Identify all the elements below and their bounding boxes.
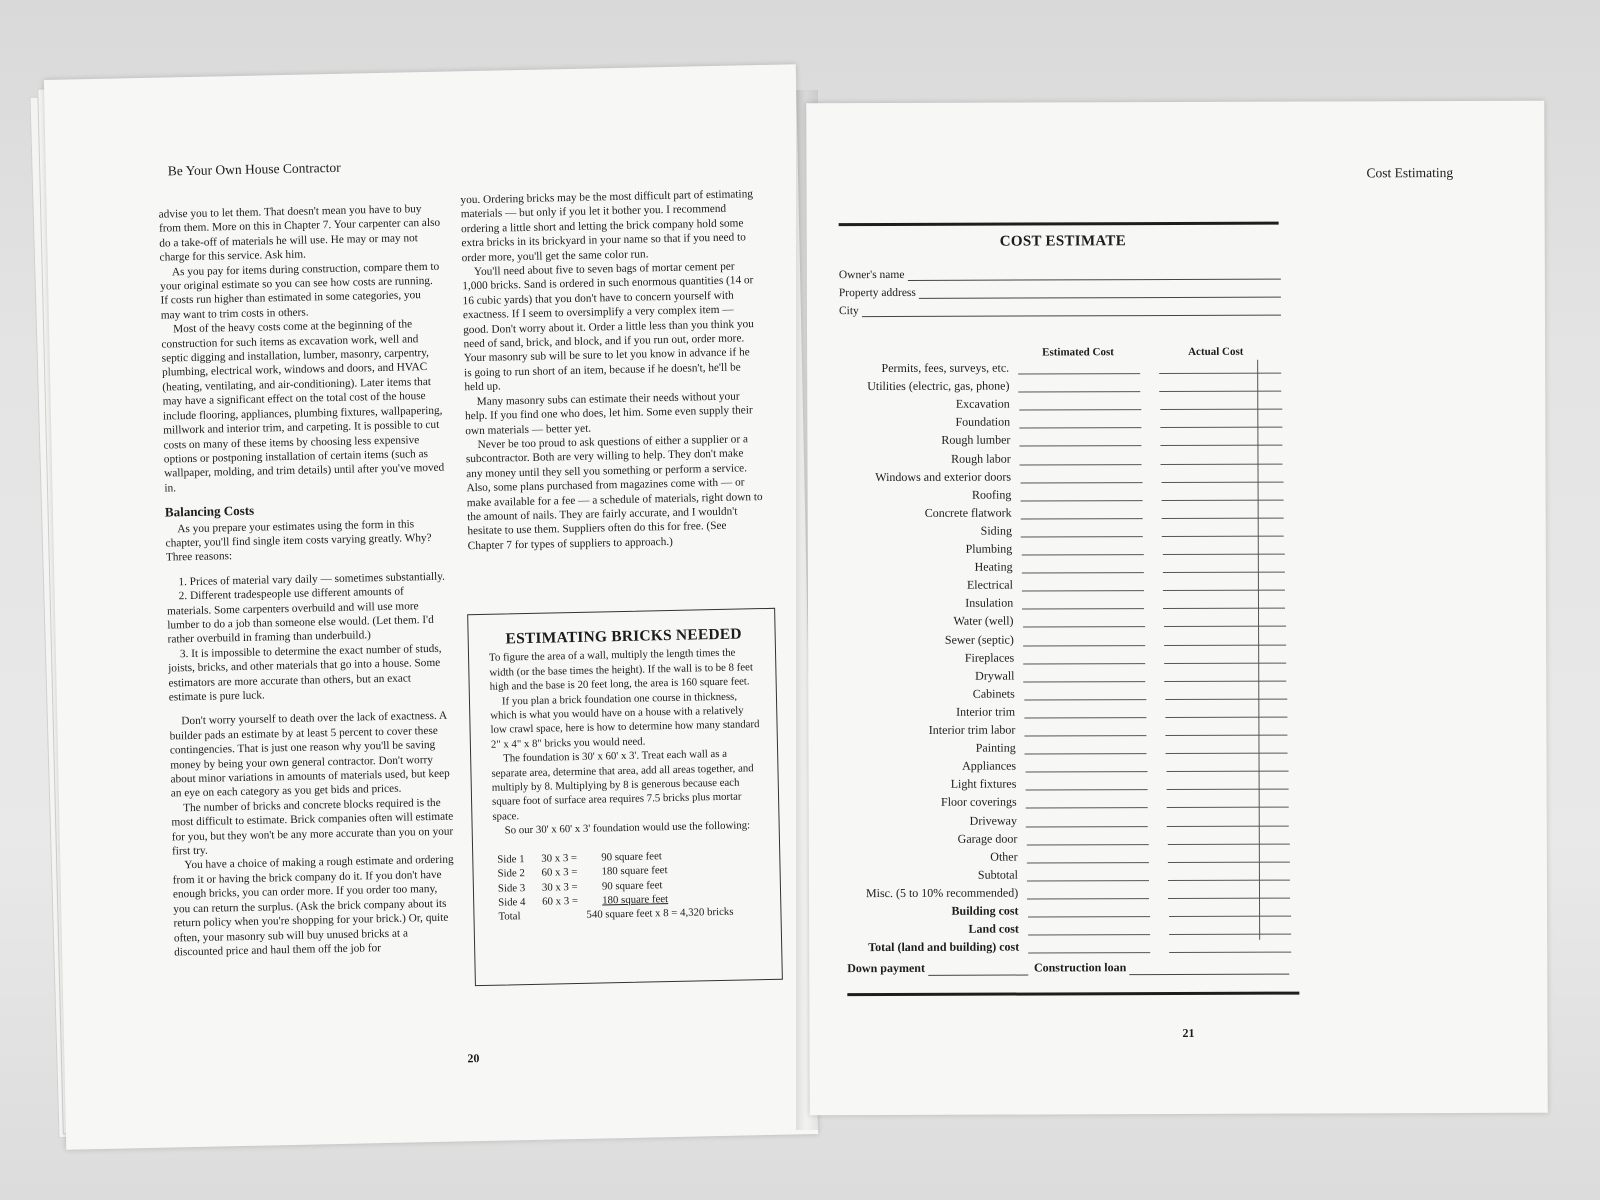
paragraph: you. Ordering bricks may be the most difficult part of estimating materials — but only if you let it bother you. I recommend ordering a little short and letting the brick company hold some extra bricks in its brickyard in your name so that if you need to order more, you'll get the same color run.: [460, 188, 754, 264]
estimated-cost-field[interactable]: [1018, 391, 1140, 392]
actual-cost-field[interactable]: [1165, 735, 1287, 736]
estimated-cost-field[interactable]: [1024, 717, 1146, 718]
estimated-cost-field[interactable]: [1020, 500, 1142, 501]
box-title: ESTIMATING BRICKS NEEDED: [505, 625, 742, 648]
actual-cost-field[interactable]: [1165, 717, 1287, 718]
actual-cost-field[interactable]: [1162, 554, 1284, 555]
actual-cost-field[interactable]: [1161, 481, 1283, 482]
paragraph: You'll need about five to seven bags of mortar cement per 1,000 bricks. Sand is ordered in such enormous quantities (14 or 16 cubic yards) that you don't have to concern yourself with exactness. If I seem to oversimplify a very complex item — good. Don't worry about it. Order a little less than you think you need of sand, brick, and block, and if you run out, order more. Your masonry sub will be sure to let you know in advance if he is going to run short of an item, because if he doesn't, he'll be held up.: [462, 260, 754, 394]
calc-row: Side 3 30 x 3 = 90 square feet: [497, 878, 663, 895]
estimated-cost-field[interactable]: [1020, 482, 1142, 483]
calc-row: Side 4 60 x 3 = 180 square feet: [498, 893, 669, 909]
actual-cost-field[interactable]: [1163, 572, 1285, 573]
estimated-cost-field[interactable]: [1022, 590, 1144, 591]
estimated-cost-field[interactable]: [1028, 952, 1150, 953]
estimated-cost-field[interactable]: [1021, 536, 1143, 537]
form-title: COST ESTIMATE: [999, 233, 1127, 250]
actual-cost-field[interactable]: [1160, 427, 1282, 428]
down-payment-field[interactable]: [928, 964, 1028, 976]
cost-item-label: Plumbing: [965, 541, 1013, 556]
estimated-cost-field[interactable]: [1027, 898, 1149, 899]
cost-item-label: Building cost: [951, 903, 1019, 918]
running-head-right: Cost Estimating: [1366, 165, 1454, 181]
actual-cost-field[interactable]: [1167, 843, 1289, 844]
estimated-cost-header: Estimated Cost: [1042, 346, 1114, 359]
actual-cost-field[interactable]: [1168, 897, 1290, 898]
left-column: [159, 202, 457, 960]
calc-row: Side 2 60 x 3 = 180 square feet: [497, 864, 668, 880]
cost-item-label: Roofing: [971, 487, 1012, 502]
cost-item-label: Land cost: [968, 921, 1019, 936]
owner-name-label: Owner's name: [838, 268, 905, 282]
actual-cost-divider: [1257, 360, 1260, 940]
paragraph: As you prepare your estimates using the form in this chapter, you'll find single item costs varying greatly. Why? Three reasons:: [165, 517, 432, 564]
list-item: 2. Different tradespeople use different amounts of materials. Some carpenters overbuild and will use more lumber to do a job than someone else would. (Let them. I'd rather overbuild in framing than underbuild.): [166, 585, 434, 646]
city-label: City: [838, 305, 859, 318]
paragraph: Most of the heavy costs come at the beginning of the construction for such items as excavation work, well and septic digging and installation, lumber, masonry, carpentry, plumbing, electrical work, windows and doors, and HVAC (heating, ventilating, and air-conditioning). Later items that may have a significant effect on the total cost of the house include flooring, appliances, plumbing fixtures, wallpapering, millwork and interior trim, and carpeting. It is possible to cut costs on many of these items by choosing less expensive options or postponing installation of certain items (such as wallpaper, molding, and trim details) until after you've moved in.: [161, 318, 445, 495]
estimated-cost-field[interactable]: [1026, 826, 1148, 827]
calc-total-row: Total 540 square feet x 8 = 4,320 bricks: [498, 906, 734, 923]
cost-item-label: Rough labor: [951, 451, 1011, 466]
box-paragraph: The foundation is 30' x 60' x 3'. Treat each wall as a separate area, determine that area, add all areas together, and multiply by 8. Multiplying by 8 is generous because each square foot of surface area requires 7.5 bricks plus mortar space.: [491, 748, 754, 823]
cost-item-label: Total (land and building) cost: [868, 939, 1020, 955]
actual-cost-field[interactable]: [1160, 445, 1282, 446]
paragraph: advise you to let them. That doesn't mean you have to buy from them. More on this in Chapter 7. Your carpenter can also do a take-off of materials he will use. He may or may not charge for this service. Ask him.: [158, 203, 441, 264]
paragraph: The number of bricks and concrete blocks required is the most difficult to estimate. Brick companies often will estimate for you, but they won't be any more accurate than you on your first try.: [171, 796, 454, 858]
cost-item-label: Permits, fees, surveys, etc.: [881, 360, 1010, 376]
paragraph: As you pay for items during construction, compare them to your original estimate so you can see how costs are running. If costs run higher than estimated in some categories, you may want to trim costs in others.: [160, 260, 440, 322]
box-paragraph: To figure the area of a wall, multiply the length times the width (or the base times the height). If the wall is to be 8 feet high and the base is 20 feet long, the area is 160 square feet.: [488, 647, 754, 694]
form-top-rule: [839, 222, 1279, 227]
estimated-cost-field[interactable]: [1028, 934, 1150, 935]
cost-item-label: Water (well): [953, 613, 1014, 629]
actual-cost-field[interactable]: [1169, 934, 1291, 935]
section-heading: Balancing Costs: [164, 502, 255, 520]
estimated-cost-field[interactable]: [1025, 789, 1147, 790]
actual-cost-field[interactable]: [1165, 698, 1287, 699]
cost-item-label: Drywall: [975, 668, 1015, 683]
actual-cost-field[interactable]: [1162, 536, 1284, 537]
actual-cost-field[interactable]: [1162, 517, 1284, 518]
actual-cost-field[interactable]: [1161, 499, 1283, 500]
actual-cost-field[interactable]: [1166, 771, 1288, 772]
paragraph: Many masonry subs can estimate their needs without your help. If you find one who does, let him. Some even supply their own materials — better yet.: [464, 390, 753, 437]
cost-item-label: Excavation: [955, 396, 1010, 411]
box-paragraph: If you plan a brick foundation one course in thickness, which is what you would have on a house with a relatively low crawl space, here is how to determine how many standard 2" x 4" x 8" bricks you would need.: [490, 690, 760, 751]
cost-item-label: Subtotal: [977, 867, 1018, 882]
cost-item-label: Fireplaces: [964, 650, 1015, 665]
cost-item-label: Rough lumber: [941, 432, 1011, 448]
property-address-field[interactable]: [839, 286, 1281, 300]
actual-cost-field[interactable]: [1163, 590, 1285, 591]
actual-cost-field[interactable]: [1161, 463, 1283, 464]
actual-cost-field[interactable]: [1164, 644, 1286, 645]
actual-cost-header: Actual Cost: [1188, 345, 1244, 358]
running-head-left: Be Your Own House Contractor: [167, 159, 341, 179]
estimated-cost-field[interactable]: [1023, 663, 1145, 664]
actual-cost-field[interactable]: [1166, 753, 1288, 754]
cost-item-label: Foundation: [955, 414, 1011, 430]
actual-cost-field[interactable]: [1166, 789, 1288, 790]
cost-item-label: Other: [990, 849, 1018, 864]
owner-name-field[interactable]: [839, 268, 1281, 282]
estimating-bricks-box: [467, 608, 783, 986]
cost-item-label: Insulation: [965, 595, 1014, 611]
estimated-cost-field[interactable]: [1026, 844, 1148, 845]
reasons-list: [166, 569, 451, 705]
property-address-label: Property address: [838, 286, 916, 300]
cost-item-label: Cabinets: [972, 686, 1015, 701]
actual-cost-field[interactable]: [1165, 680, 1287, 681]
estimated-cost-field[interactable]: [1020, 464, 1142, 465]
actual-cost-field[interactable]: [1160, 409, 1282, 410]
cost-item-label: Interior trim: [956, 704, 1016, 719]
city-field[interactable]: [839, 304, 1281, 318]
estimated-cost-field[interactable]: [1024, 681, 1146, 682]
estimated-cost-field[interactable]: [1024, 735, 1146, 736]
cost-item-label: Siding: [980, 523, 1013, 538]
actual-cost-field[interactable]: [1169, 916, 1291, 917]
page-number-left: 20: [467, 1051, 480, 1066]
cost-item-label: Heating: [974, 559, 1013, 574]
cost-item-label: Concrete flatwork: [924, 505, 1012, 520]
actual-cost-field[interactable]: [1168, 879, 1290, 880]
financing-row: [847, 960, 1295, 977]
form-bottom-rule: [847, 992, 1299, 997]
estimated-cost-field[interactable]: [1028, 916, 1150, 917]
cost-item-label: Garage door: [957, 831, 1018, 846]
down-payment-label: Down payment: [847, 960, 925, 976]
right-column: [460, 187, 763, 553]
actual-cost-field[interactable]: [1159, 391, 1281, 392]
cost-item-label: Floor coverings: [940, 794, 1017, 810]
box-paragraph: So our 30' x 60' x 3' foundation would use the following:: [504, 819, 751, 837]
paragraph: Never be too proud to ask questions of either a supplier or a subcontractor. Both are very willing to help. They don't make any money until they sell you something or perform a service. Also, some plans purchased from magazines come with — or make available for a fee — a schedule of materials, right down to the amount of nails. They are fairly accurate, and I wouldn't hesitate to use them. Suppliers often do this for free. (See Chapter 7 for types of suppliers to approach.): [465, 433, 763, 552]
construction-loan-label: Construction loan: [1033, 960, 1127, 975]
cost-item-label: Interior trim labor: [928, 722, 1016, 737]
left-page: [44, 64, 818, 1150]
estimated-cost-field[interactable]: [1026, 807, 1148, 808]
estimated-cost-field[interactable]: [1025, 771, 1147, 772]
estimated-cost-field[interactable]: [1021, 554, 1143, 555]
actual-cost-field[interactable]: [1169, 952, 1291, 953]
cost-item-label: Windows and exterior doors: [875, 469, 1012, 484]
estimated-cost-field[interactable]: [1022, 572, 1144, 573]
actual-cost-field[interactable]: [1168, 861, 1290, 862]
cost-item-label: Misc. (5 to 10% recommended): [865, 885, 1019, 900]
paragraph: You have a choice of making a rough estimate and ordering from it or having the brick company do it. If you don't have enough bricks, you can order more. If you order too many, you can return the surplus. (Ask the brick company about its return policy when you're shopping for your brick.) Or, quite often, your masonry sub will buy unused bricks at a discounted price and haul them off the job for: [172, 854, 454, 959]
paragraph: Don't worry yourself to death over the lack of exactness. A builder pads an estimate by at least 5 percent to cover these contingencies. That is just one reason why you'll be saving money by being your own general contractor. Don't worry about minor variations in amounts of materials used, but keep an eye on each category as you get bids and prices.: [169, 710, 450, 800]
actual-cost-field[interactable]: [1159, 373, 1281, 374]
list-item: 1. Prices of material vary daily — sometimes substantially.: [178, 570, 446, 589]
calculation-table: [497, 847, 764, 925]
estimated-cost-field[interactable]: [1018, 373, 1140, 374]
construction-loan-field[interactable]: [1129, 963, 1289, 976]
estimated-cost-field[interactable]: [1027, 862, 1149, 863]
estimated-cost-field[interactable]: [1023, 627, 1145, 628]
estimated-cost-field[interactable]: [1024, 699, 1146, 700]
actual-cost-field[interactable]: [1164, 626, 1286, 627]
cost-item-label: Painting: [975, 740, 1016, 755]
actual-cost-field[interactable]: [1163, 608, 1285, 609]
cost-item-label: Appliances: [962, 758, 1017, 773]
actual-cost-field[interactable]: [1167, 807, 1289, 808]
actual-cost-field[interactable]: [1167, 825, 1289, 826]
page-number-right: 21: [1182, 1025, 1195, 1040]
right-page: [806, 101, 1548, 1116]
estimated-cost-field[interactable]: [1019, 409, 1141, 410]
cost-item-label: Sewer (septic): [944, 632, 1014, 647]
list-item: 3. It is impossible to determine the exact number of studs, joists, bricks, and other materials that go into a house. Some estimators are more accurate than others, but an exact estimate is pure luck.: [168, 642, 442, 704]
cost-item-label: Utilities (electric, gas, phone): [867, 378, 1010, 394]
estimated-cost-field[interactable]: [1025, 753, 1147, 754]
estimated-cost-field[interactable]: [1027, 880, 1149, 881]
estimated-cost-field[interactable]: [1023, 645, 1145, 646]
cost-item-label: Driveway: [969, 813, 1018, 828]
estimated-cost-field[interactable]: [1022, 608, 1144, 609]
calc-row: Side 1 30 x 3 = 90 square feet: [497, 849, 662, 866]
estimated-cost-field[interactable]: [1019, 427, 1141, 428]
estimated-cost-field[interactable]: [1019, 446, 1141, 447]
estimated-cost-field[interactable]: [1021, 518, 1143, 519]
cost-item-label: Electrical: [966, 577, 1013, 592]
cost-item-label: Light fixtures: [950, 776, 1017, 792]
actual-cost-field[interactable]: [1164, 662, 1286, 663]
